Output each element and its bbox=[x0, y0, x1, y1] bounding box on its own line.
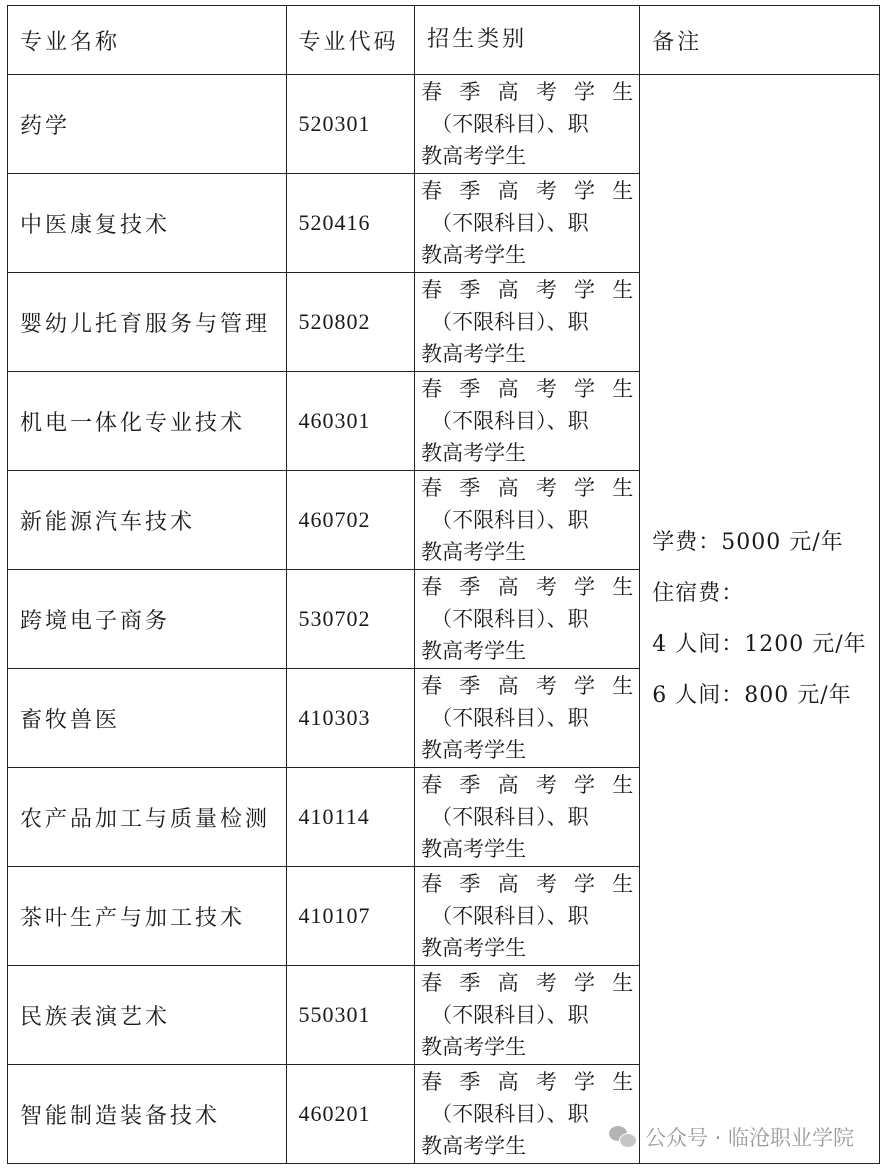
category-char: 生 bbox=[612, 773, 634, 797]
category-char: 学 bbox=[574, 971, 596, 995]
major-code-cell: 520416 bbox=[286, 174, 415, 273]
category-line-3: 教高考学生 bbox=[421, 144, 527, 168]
category-line-2: （不限科目）、职 bbox=[431, 112, 589, 136]
category-char: 春 bbox=[421, 80, 443, 104]
category-cell bbox=[415, 273, 640, 372]
category-char: 季 bbox=[459, 476, 481, 500]
major-code-cell: 410107 bbox=[286, 867, 415, 966]
major-name-cell: 药学 bbox=[8, 75, 287, 174]
category-char: 春 bbox=[421, 773, 443, 797]
category-line-3: 教高考学生 bbox=[421, 1134, 527, 1158]
major-name-cell: 新能源汽车技术 bbox=[8, 471, 287, 570]
category-line-3: 教高考学生 bbox=[421, 639, 527, 663]
category-line-2: （不限科目）、职 bbox=[431, 508, 589, 532]
category-char: 季 bbox=[459, 278, 481, 302]
major-code-cell: 460201 bbox=[286, 1065, 415, 1164]
note-tuition: 学费：5000 元/年 bbox=[652, 530, 844, 555]
category-cell bbox=[415, 1065, 640, 1164]
category-line-3: 教高考学生 bbox=[421, 540, 527, 564]
category-line-3: 教高考学生 bbox=[421, 738, 527, 762]
category-char: 季 bbox=[459, 872, 481, 896]
category-char: 学 bbox=[574, 377, 596, 401]
category-cell bbox=[415, 768, 640, 867]
category-char: 生 bbox=[612, 476, 634, 500]
category-line-1 bbox=[421, 373, 633, 405]
category-char: 春 bbox=[421, 872, 443, 896]
category-line-2: （不限科目）、职 bbox=[431, 607, 589, 631]
header-category: 招生类别 bbox=[415, 6, 640, 75]
table-row bbox=[8, 75, 880, 174]
category-line-3: 教高考学生 bbox=[421, 441, 527, 465]
note-room4: 4 人间：1200 元/年 bbox=[652, 632, 867, 657]
major-code-cell: 520301 bbox=[286, 75, 415, 174]
category-char: 季 bbox=[459, 575, 481, 599]
category-char: 学 bbox=[574, 179, 596, 203]
category-char: 春 bbox=[421, 1070, 443, 1094]
category-char: 考 bbox=[535, 872, 557, 896]
category-char: 生 bbox=[612, 278, 634, 302]
category-char: 生 bbox=[612, 377, 634, 401]
category-line-2: （不限科目）、职 bbox=[431, 310, 589, 334]
category-line-2: （不限科目）、职 bbox=[431, 409, 589, 433]
major-name-cell: 畜牧兽医 bbox=[8, 669, 287, 768]
category-char: 春 bbox=[421, 476, 443, 500]
category-char: 春 bbox=[421, 179, 443, 203]
category-char: 考 bbox=[535, 80, 557, 104]
major-name-cell: 茶叶生产与加工技术 bbox=[8, 867, 287, 966]
category-char: 春 bbox=[421, 278, 443, 302]
category-char: 高 bbox=[497, 1070, 519, 1094]
category-line-1 bbox=[421, 175, 633, 207]
category-char: 季 bbox=[459, 1070, 481, 1094]
category-char: 春 bbox=[421, 575, 443, 599]
note-lodging: 住宿费： bbox=[652, 581, 745, 606]
major-code-cell: 550301 bbox=[286, 966, 415, 1065]
category-char: 高 bbox=[497, 377, 519, 401]
category-line-1 bbox=[421, 769, 633, 801]
category-char: 学 bbox=[574, 773, 596, 797]
category-char: 考 bbox=[535, 674, 557, 698]
category-char: 生 bbox=[612, 80, 634, 104]
category-char: 学 bbox=[574, 1070, 596, 1094]
category-char: 学 bbox=[574, 80, 596, 104]
category-line-3: 教高考学生 bbox=[421, 342, 527, 366]
category-line-2: （不限科目）、职 bbox=[431, 1102, 589, 1126]
category-char: 考 bbox=[535, 476, 557, 500]
category-char: 季 bbox=[459, 971, 481, 995]
major-name-cell: 民族表演艺术 bbox=[8, 966, 287, 1065]
category-char: 考 bbox=[535, 971, 557, 995]
category-line-2: （不限科目）、职 bbox=[431, 904, 589, 928]
category-cell bbox=[415, 867, 640, 966]
watermark bbox=[609, 1122, 854, 1152]
major-code-cell: 520802 bbox=[286, 273, 415, 372]
category-cell bbox=[415, 471, 640, 570]
category-char: 季 bbox=[459, 179, 481, 203]
category-line-1 bbox=[421, 571, 633, 603]
category-char: 生 bbox=[612, 674, 634, 698]
category-char: 生 bbox=[612, 179, 634, 203]
category-line-1 bbox=[421, 868, 633, 900]
major-name-cell: 机电一体化专业技术 bbox=[8, 372, 287, 471]
category-line-1 bbox=[421, 274, 633, 306]
category-char: 学 bbox=[574, 872, 596, 896]
category-line-2: （不限科目）、职 bbox=[431, 706, 589, 730]
category-char: 高 bbox=[497, 674, 519, 698]
category-line-3: 教高考学生 bbox=[421, 243, 527, 267]
category-line-3: 教高考学生 bbox=[421, 936, 527, 960]
category-cell bbox=[415, 174, 640, 273]
category-line-1 bbox=[421, 670, 633, 702]
category-char: 春 bbox=[421, 674, 443, 698]
category-char: 高 bbox=[497, 971, 519, 995]
category-cell bbox=[415, 372, 640, 471]
category-cell bbox=[415, 570, 640, 669]
category-char: 高 bbox=[497, 773, 519, 797]
category-char: 高 bbox=[497, 278, 519, 302]
category-char: 生 bbox=[612, 971, 634, 995]
category-char: 高 bbox=[497, 179, 519, 203]
category-char: 春 bbox=[421, 377, 443, 401]
major-name-cell: 农产品加工与质量检测 bbox=[8, 768, 287, 867]
category-char: 考 bbox=[535, 773, 557, 797]
category-char: 考 bbox=[535, 179, 557, 203]
major-code-cell: 410114 bbox=[286, 768, 415, 867]
category-char: 季 bbox=[459, 377, 481, 401]
remarks-cell bbox=[640, 75, 880, 1164]
category-line-1 bbox=[421, 76, 633, 108]
category-cell bbox=[415, 75, 640, 174]
watermark-text: 公众号 · 临沧职业学院 bbox=[644, 1126, 854, 1150]
category-char: 考 bbox=[535, 1070, 557, 1094]
major-code-cell: 410303 bbox=[286, 669, 415, 768]
category-char: 季 bbox=[459, 773, 481, 797]
note-room6: 6 人间：800 元/年 bbox=[652, 683, 852, 708]
category-line-3: 教高考学生 bbox=[421, 837, 527, 861]
category-char: 高 bbox=[497, 476, 519, 500]
category-char: 考 bbox=[535, 377, 557, 401]
major-table bbox=[7, 5, 880, 1164]
category-line-1 bbox=[421, 967, 633, 999]
category-char: 春 bbox=[421, 971, 443, 995]
category-line-2: （不限科目）、职 bbox=[431, 805, 589, 829]
category-char: 高 bbox=[497, 872, 519, 896]
table-header-row bbox=[8, 6, 880, 75]
header-remarks: 备注 bbox=[640, 6, 880, 75]
category-char: 生 bbox=[612, 1070, 634, 1094]
category-char: 考 bbox=[535, 575, 557, 599]
category-cell bbox=[415, 669, 640, 768]
major-name-cell: 中医康复技术 bbox=[8, 174, 287, 273]
category-char: 考 bbox=[535, 278, 557, 302]
category-char: 生 bbox=[612, 872, 634, 896]
category-line-2: （不限科目）、职 bbox=[431, 1003, 589, 1027]
category-char: 季 bbox=[459, 80, 481, 104]
major-name-cell: 婴幼儿托育服务与管理 bbox=[8, 273, 287, 372]
header-major-name: 专业名称 bbox=[8, 6, 287, 75]
major-code-cell: 460301 bbox=[286, 372, 415, 471]
category-char: 季 bbox=[459, 674, 481, 698]
category-char: 学 bbox=[574, 278, 596, 302]
major-code-cell: 460702 bbox=[286, 471, 415, 570]
category-char: 学 bbox=[574, 476, 596, 500]
category-char: 生 bbox=[612, 575, 634, 599]
category-cell bbox=[415, 966, 640, 1065]
wechat-icon bbox=[609, 1126, 637, 1148]
category-char: 学 bbox=[574, 674, 596, 698]
category-char: 高 bbox=[497, 80, 519, 104]
category-line-1 bbox=[421, 1066, 633, 1098]
major-name-cell: 跨境电子商务 bbox=[8, 570, 287, 669]
major-name-cell: 智能制造装备技术 bbox=[8, 1065, 287, 1164]
category-line-2: （不限科目）、职 bbox=[431, 211, 589, 235]
category-char: 学 bbox=[574, 575, 596, 599]
header-major-code: 专业代码 bbox=[286, 6, 415, 75]
category-line-1 bbox=[421, 472, 633, 504]
category-line-3: 教高考学生 bbox=[421, 1035, 527, 1059]
major-code-cell: 530702 bbox=[286, 570, 415, 669]
category-char: 高 bbox=[497, 575, 519, 599]
